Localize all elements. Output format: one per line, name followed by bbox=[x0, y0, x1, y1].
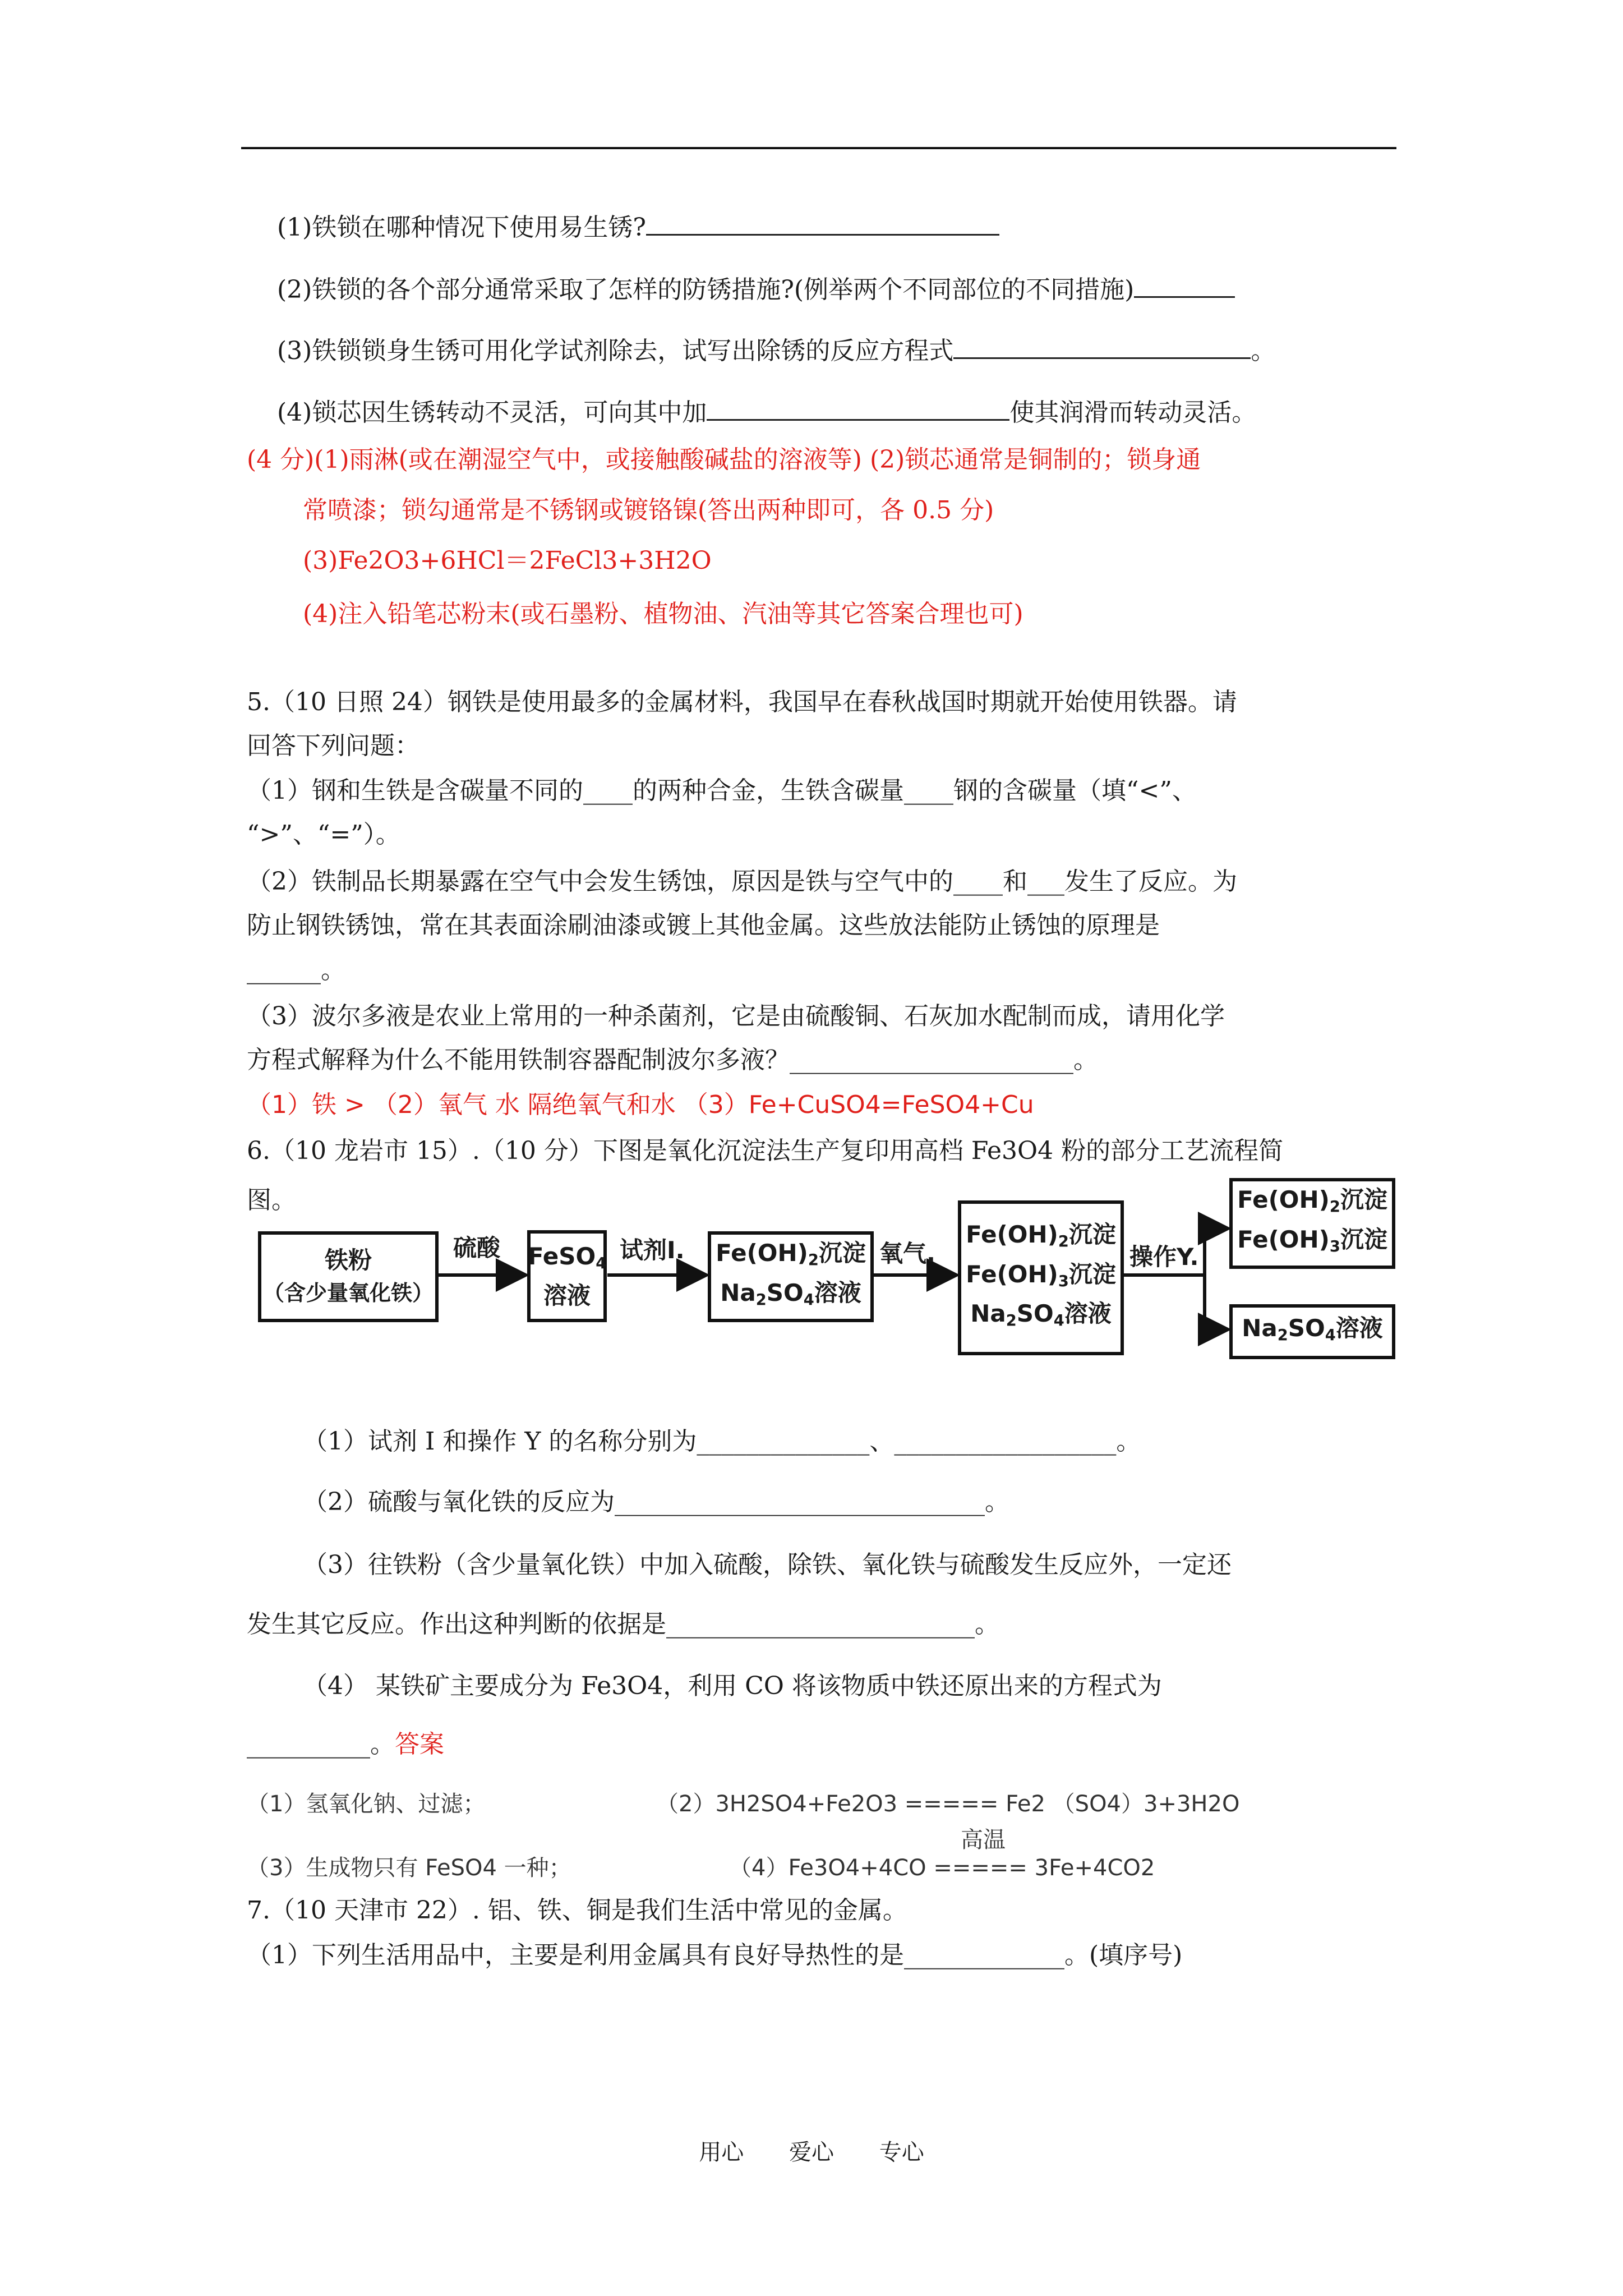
q6-part4-line1: （4） 某铁矿主要成分为 Fe3O4，利用 CO 将该物质中铁还原出来的方程式为 bbox=[303, 1672, 1162, 1700]
q4-sub2-text: (2)铁锁的各个部分通常采取了怎样的防锈措施?(例举两个不同部位的不同措施) bbox=[277, 275, 1135, 304]
q5-stem-line1: 5.（10 日照 24）钢铁是使用最多的金属材料，我国早在春秋战国时期就开始使用铁器。请 bbox=[247, 688, 1237, 716]
q4-answer-line4: (4)注入铅笔芯粉末(或石墨粉、植物油、汽油等其它答案合理也可) bbox=[303, 600, 1023, 628]
q6-part4-line2 bbox=[247, 1728, 444, 1761]
box-precipitates bbox=[1229, 1178, 1395, 1269]
q6-stem-line2: 图。 bbox=[247, 1186, 296, 1214]
q5-part3-line2: 方程式解释为什么不能用铁制容器配制波尔多液？_______________________。 bbox=[247, 1046, 1098, 1074]
box-mixture-2-line2: $Fe(OH)_3$沉淀 bbox=[966, 1260, 1116, 1290]
box-mixture-1-line1: $Fe(OH)_2$沉淀 bbox=[716, 1239, 866, 1269]
q5-stem-line2: 回答下列问题： bbox=[247, 731, 419, 760]
q5-part1-line2: “>”、“=”）。 bbox=[247, 820, 400, 849]
box-feso4-line2: 溶液 bbox=[543, 1282, 591, 1310]
q6-part2: （2）硫酸与氧化铁的反应为______________________________。 bbox=[303, 1488, 1009, 1516]
box-feso4 bbox=[527, 1230, 607, 1322]
q7-stem: 7.（10 天津市 22）. 铝、铁、铜是我们生活中常见的金属。 bbox=[247, 1896, 907, 1925]
q5-part1-line1: （1）钢和生铁是含碳量不同的____的两种合金，生铁含碳量____钢的含碳量（填“<”、 bbox=[247, 776, 1197, 805]
box-mixture-2 bbox=[958, 1200, 1124, 1355]
q4-answer-line1: (4 分)(1)雨淋(或在潮湿空气中，或接触酸碱盐的溶液等) (2)锁芯通常是铜制的；锁身通 bbox=[247, 445, 1201, 474]
q4-sub3-end: 。 bbox=[1251, 337, 1276, 365]
q5-part2-line1: （2）铁制品长期暴露在空气中会发生锈蚀，原因是铁与空气中的____和___发生了反应。为 bbox=[247, 867, 1237, 896]
q6-answer-condition: 高温 bbox=[961, 1827, 1006, 1853]
q6-part3-line1: （3）往铁粉（含少量氧化铁）中加入硫酸，除铁、氧化铁与硫酸发生反应外，一定还 bbox=[303, 1550, 1232, 1579]
label-oxygen: 氧气. bbox=[879, 1240, 935, 1267]
box-sodium-sulfate bbox=[1229, 1304, 1395, 1359]
footer-word-3: 专心 bbox=[879, 2139, 924, 2165]
box-sodium-sulfate-line: $Na_2SO_4$溶液 bbox=[1242, 1314, 1383, 1344]
label-operation-y: 操作Y. bbox=[1129, 1243, 1199, 1271]
box-mixture-1-line2: $Na_2SO_4$溶液 bbox=[720, 1279, 861, 1309]
q4-sub3-text: (3)铁锁锁身生锈可用化学试剂除去，试写出除锈的反应方程式 bbox=[277, 337, 954, 365]
q4-sub4-text-a: (4)锁芯因生锈转动不灵活，可向其中加 bbox=[277, 398, 707, 427]
q6-answer-1: （1）氢氧化钠、过滤； bbox=[247, 1791, 486, 1817]
label-reagent-i: 试剂I. bbox=[620, 1236, 685, 1264]
q4-answer-line3: (3)Fe2O3+6HCl＝2FeCl3+3H2O bbox=[303, 546, 712, 575]
q5-answer: （1）铁 > （2）氧气 水 隔绝氧气和水 （3）Fe+CuSO4=FeSO4+Cu bbox=[247, 1091, 1034, 1119]
box-iron-powder-line2: （含少量氧化铁） bbox=[262, 1281, 434, 1305]
q6-answer-3: （3）生成物只有 FeSO4 一种； bbox=[247, 1855, 571, 1881]
q6-part4-blank: __________。 bbox=[247, 1730, 395, 1759]
footer-word-1: 用心 bbox=[699, 2139, 744, 2165]
label-sulfuric-acid: 硫酸 bbox=[453, 1234, 501, 1262]
q7-part1: （1）下列生活用品中，主要是利用金属具有良好导热性的是_____________。(填序号) bbox=[247, 1941, 1183, 1970]
box-precipitates-line1: $Fe(OH)_2$沉淀 bbox=[1237, 1186, 1387, 1216]
q4-sub4-text-b: 使其润滑而转动灵活。 bbox=[1009, 398, 1257, 427]
q4-sub1-text: (1)铁锁在哪种情况下使用易生锈? bbox=[277, 213, 646, 242]
q5-part2-line3: ______。 bbox=[247, 956, 345, 984]
q5-part3-line1: （3）波尔多液是农业上常用的一种杀菌剂，它是由硫酸铜、石灰加水配制而成，请用化学 bbox=[247, 1002, 1225, 1030]
q5-part2-line2: 防止钢铁锈蚀，常在其表面涂刷油漆或镀上其他金属。这些放法能防止锈蚀的原理是 bbox=[247, 911, 1160, 940]
page-footer bbox=[0, 2134, 1623, 2166]
q6-answer-4: （4）Fe3O4+4CO ===== 3Fe+4CO2 bbox=[729, 1855, 1155, 1881]
box-iron-powder bbox=[258, 1231, 439, 1322]
q6-stem-line1: 6.（10 龙岩市 15）.（10 分）下图是氧化沉淀法生产复印用高档 Fe3O4 粉的部分工艺流程简 bbox=[247, 1137, 1284, 1165]
q6-part1: （1）试剂 I 和操作 Y 的名称分别为______________、__________________。 bbox=[303, 1427, 1141, 1456]
box-iron-powder-line1: 铁粉 bbox=[324, 1246, 372, 1274]
box-mixture-1 bbox=[708, 1231, 874, 1322]
q6-answer-2: （2）3H2SO4+Fe2O3 ===== Fe2 （SO4）3+3H2O bbox=[656, 1791, 1240, 1817]
box-feso4-line1: FeSO$_4$ bbox=[527, 1242, 607, 1272]
q4-answer-line2: 常喷漆；锁勾通常是不锈钢或镀铬镍(答出两种即可，各 0.5 分) bbox=[303, 496, 994, 524]
footer-word-2: 爱心 bbox=[789, 2139, 834, 2165]
box-precipitates-line2: $Fe(OH)_3$沉淀 bbox=[1237, 1226, 1387, 1255]
box-mixture-2-line1: $Fe(OH)_2$沉淀 bbox=[966, 1220, 1116, 1250]
q6-part3-line2: 发生其它反应。作出这种判断的依据是_________________________。 bbox=[247, 1610, 999, 1639]
box-mixture-2-line3: $Na_2SO_4$溶液 bbox=[970, 1300, 1112, 1330]
q6-answer-label: 答案 bbox=[395, 1730, 444, 1759]
